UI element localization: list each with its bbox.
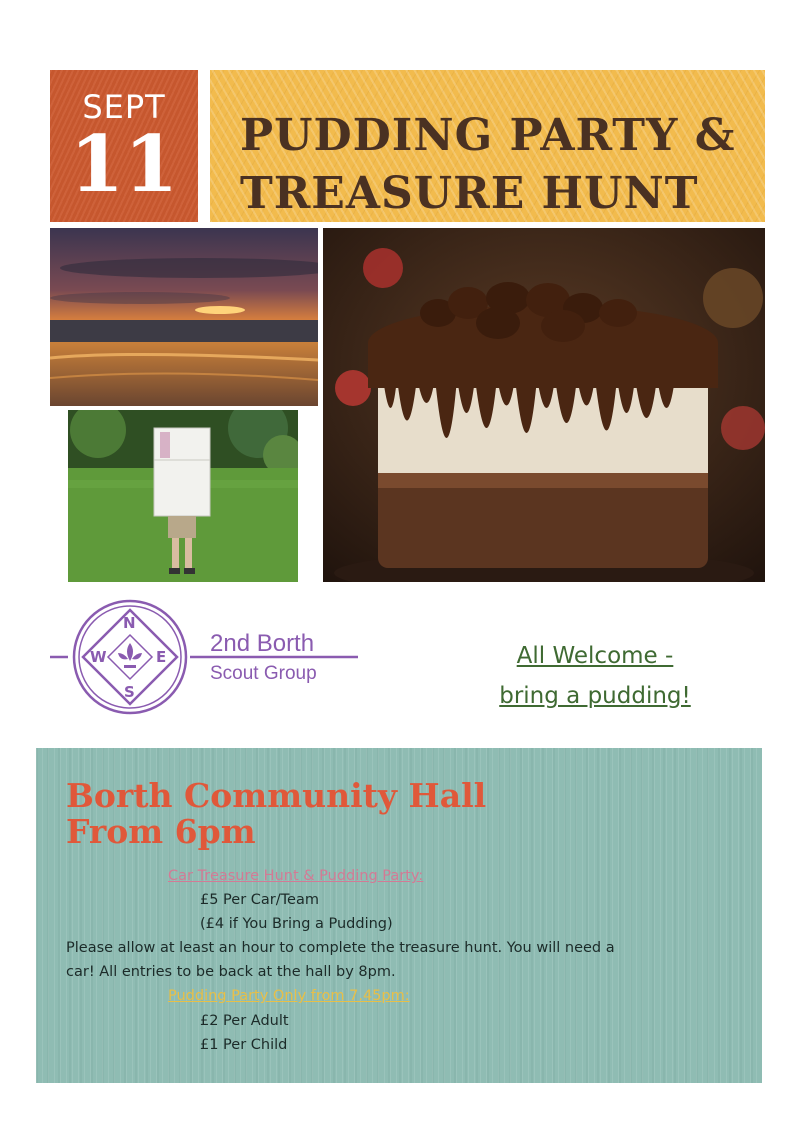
date-day: 11 bbox=[69, 119, 179, 210]
title-line-2: TREASURE HUNT bbox=[240, 168, 699, 219]
welcome-line-2: bring a pudding! bbox=[499, 683, 691, 709]
welcome-message bbox=[460, 636, 730, 716]
welcome-line-1: All Welcome - bbox=[516, 643, 674, 669]
party-price-child: £1 Per Child bbox=[200, 1037, 288, 1053]
date-month: SEPT bbox=[82, 88, 166, 126]
title-banner bbox=[210, 70, 765, 222]
venue-name: Borth Community Hall bbox=[66, 776, 487, 815]
compass-letter-n: N bbox=[123, 614, 136, 632]
treasure-map-photo bbox=[68, 410, 298, 582]
title-line-1: PUDDING PARTY & bbox=[240, 110, 736, 161]
party-price-adult: £2 Per Adult bbox=[200, 1013, 289, 1029]
compass-letter-s: S bbox=[124, 683, 135, 701]
treasure-hunt-heading: Car Treasure Hunt & Pudding Party: bbox=[168, 868, 424, 884]
scout-group-name: 2nd Borth bbox=[210, 630, 315, 657]
note-line-1: Please allow at least an hour to complete the treasure hunt. You will need a bbox=[66, 940, 615, 956]
treasure-price-1: £5 Per Car/Team bbox=[200, 892, 319, 908]
scout-group-subtitle: Scout Group bbox=[210, 663, 317, 684]
treasure-price-2: (£4 if You Bring a Pudding) bbox=[200, 916, 393, 932]
pudding-party-heading: Pudding Party Only from 7.45pm: bbox=[168, 988, 410, 1004]
note-line-2: car! All entries to be back at the hall by 8pm. bbox=[66, 964, 396, 980]
start-time: From 6pm bbox=[66, 812, 256, 851]
date-badge bbox=[50, 70, 198, 222]
compass-letter-e: E bbox=[156, 648, 167, 666]
sunset-photo bbox=[50, 228, 318, 406]
compass-letter-w: W bbox=[90, 648, 107, 666]
chocolate-cake-photo bbox=[323, 228, 765, 582]
